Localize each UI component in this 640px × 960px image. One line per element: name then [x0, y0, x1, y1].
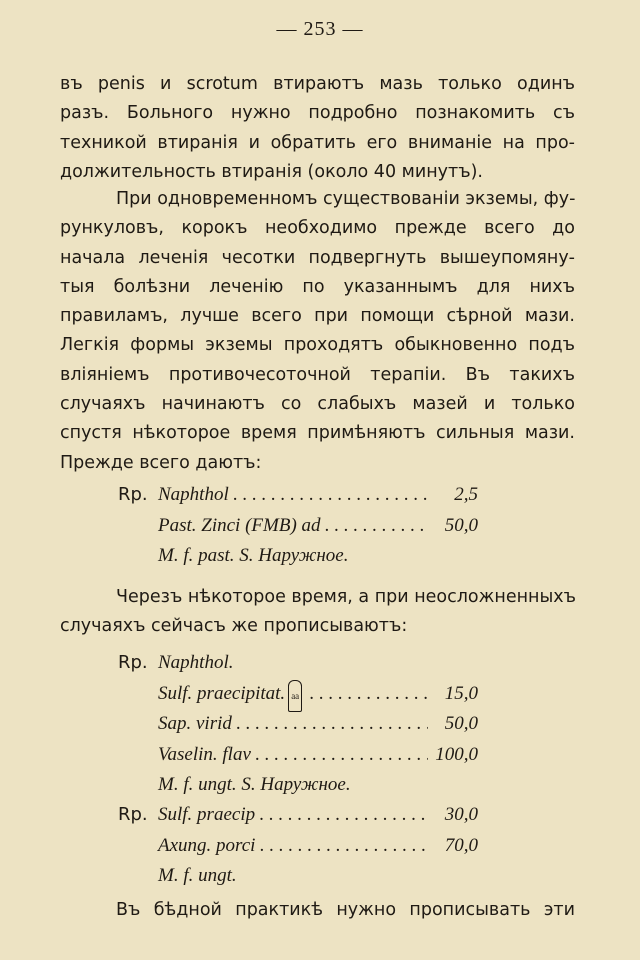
- paragraph-1: [60, 70, 575, 187]
- ingredient-name: Naphthol: [158, 484, 229, 505]
- ingredient-amount: 100,0: [435, 743, 478, 765]
- ingredient-name: Sulf. praecip: [158, 804, 256, 825]
- prescription-row: [118, 541, 478, 572]
- rp-label: Rp.: [118, 652, 148, 673]
- text-line: правиламъ, лучше всего при помощи сѣрной мази.: [60, 306, 575, 327]
- paragraph-4: [60, 896, 575, 925]
- prescription-1: [118, 480, 478, 572]
- ingredient-name: Naphthol.: [158, 652, 234, 673]
- rp-label: Rp.: [118, 804, 148, 825]
- text-line: разъ. Больного нужно подробно познакомить съ: [60, 103, 575, 124]
- prescription-row: [118, 831, 478, 862]
- signa-line: M. f. ungt. S. Наружное.: [158, 774, 351, 795]
- text-line: должительность втиранія (около 40 минутъ).: [60, 161, 483, 182]
- ingredient-name: Past. Zinci (FMB) ad: [158, 514, 321, 536]
- ingredient-name: Axung. porci: [158, 834, 256, 856]
- prescription-row: [118, 679, 478, 710]
- ingredient-name: Sap. virid: [158, 713, 232, 734]
- text-line: Прежде всего даютъ:: [60, 452, 262, 473]
- leader-dots: [259, 831, 428, 862]
- prescription-3: [118, 800, 478, 892]
- ingredient-amount: 70,0: [444, 834, 478, 856]
- paragraph-3: [60, 583, 575, 642]
- prescription-row: [118, 740, 478, 771]
- ingredient-name: Vaselin. flav: [158, 743, 251, 765]
- text-line: вліяніемъ противочесоточной терапіи. Въ такихъ: [60, 364, 575, 385]
- signa-line: M. f. ungt.: [158, 865, 237, 886]
- prescription-row: [118, 648, 478, 679]
- text-line: въ penis и scrotum втираютъ мазь только одинъ: [60, 74, 575, 94]
- leader-dots: [325, 511, 428, 542]
- ingredient-amount: 30,0: [444, 804, 478, 825]
- page-number: — 253 —: [276, 18, 364, 40]
- text-line: техникой втиранія и обратить его вниманіе на про-: [60, 132, 575, 153]
- text-line: случаяхъ сейчасъ же прописываютъ:: [60, 616, 408, 637]
- text-line: Легкія формы экземы проходятъ обыкновенно подъ: [60, 335, 575, 356]
- ana-mark: aa: [288, 680, 302, 713]
- ingredient-name: Sulf. praecipitat.: [158, 682, 286, 704]
- prescription-2: [118, 648, 478, 801]
- ingredient-amount: 15,0: [444, 682, 478, 704]
- prescription-row: [118, 770, 478, 801]
- prescription-row: [118, 800, 478, 831]
- ingredient-amount: 50,0: [444, 713, 478, 734]
- text-line: Черезъ нѣкоторое время, а при неосложненныхъ: [116, 587, 577, 607]
- leader-dots: [233, 480, 428, 511]
- prescription-row: [118, 511, 478, 542]
- leader-dots: [309, 679, 428, 710]
- text-line: начала леченія чесотки подвергнуть вышеупомяну-: [60, 247, 575, 268]
- text-line: При одновременномъ существованіи экземы, фу-: [116, 189, 576, 209]
- ingredient-amount: 2,5: [454, 484, 478, 505]
- leader-dots: [236, 709, 428, 740]
- leader-dots: [259, 800, 428, 831]
- signa-line: M. f. past. S. Наружное.: [158, 545, 349, 566]
- text-line: тыя болѣзни леченію по указаннымъ для нихъ: [60, 276, 575, 297]
- rp-label: Rp.: [118, 484, 148, 505]
- text-line: спустя нѣкоторое время примѣняютъ сильныя мази.: [60, 423, 575, 444]
- ingredient-amount: 50,0: [444, 514, 478, 536]
- paragraph-2: [60, 185, 575, 478]
- leader-dots: [255, 740, 428, 771]
- text-line: случаяхъ начинаютъ со слабыхъ мазей и только: [60, 394, 575, 415]
- prescription-row: [118, 480, 478, 511]
- text-line: рункуловъ, корокъ необходимо прежде всего до: [60, 218, 575, 239]
- prescription-row: [118, 861, 478, 892]
- prescription-row: [118, 709, 478, 740]
- text-line: Въ бѣдной практикѣ нужно прописывать эти: [116, 900, 575, 920]
